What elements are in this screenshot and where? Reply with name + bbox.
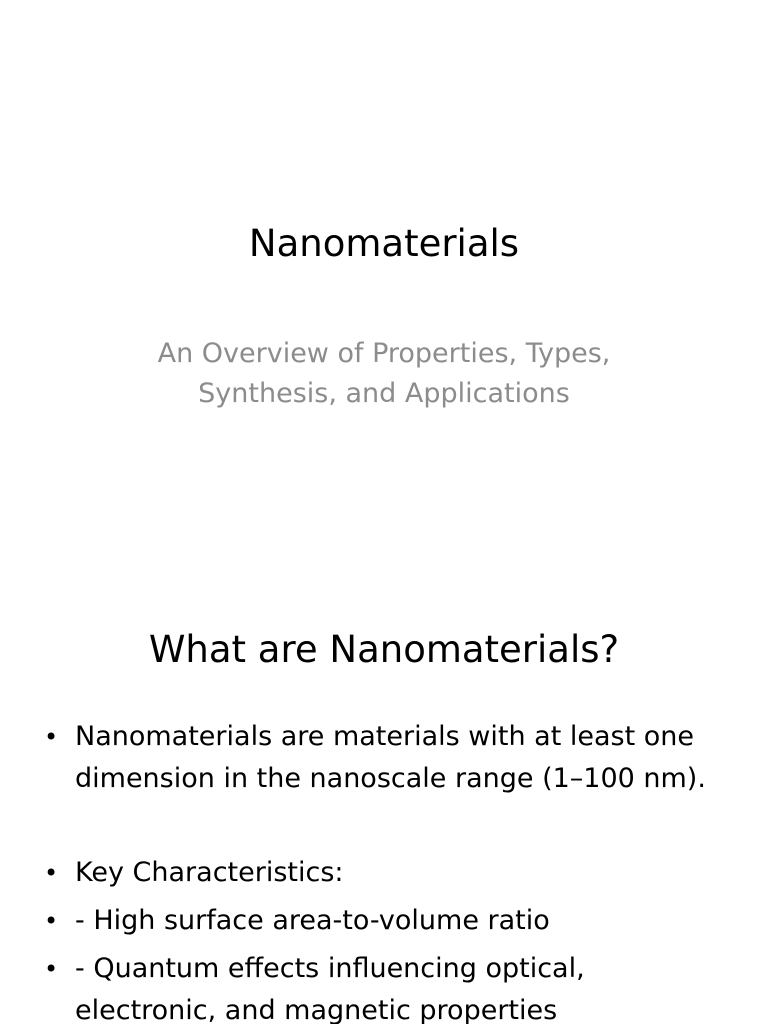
bullet-dot-icon: • [44,859,59,887]
bullet-dot-icon: • [44,723,59,751]
presentation-subtitle: An Overview of Properties, Types, Synthesis, and Applications [157,338,611,409]
bullet-item [44,716,734,800]
bullet-item [44,900,734,942]
bullet-text: Key Characteristics: [75,857,344,888]
bullet-list [44,716,734,1024]
content-slide [0,576,768,1024]
slide-title: What are Nanomaterials? [148,628,620,671]
bullet-text: - Quantum effects influencing optical, electronic, and magnetic properties [75,953,585,1024]
bullet-text: Nanomaterials are materials with at least one dimension in the nanoscale range (1–100 nm). [75,721,706,794]
bullet-item [44,852,734,894]
bullet-text: - High surface area-to-volume ratio [75,905,550,936]
bullet-dot-icon: • [44,907,59,935]
presentation-title: Nanomaterials [248,222,520,265]
bullet-dot-icon: • [44,955,59,983]
bullet-item [44,948,734,1024]
